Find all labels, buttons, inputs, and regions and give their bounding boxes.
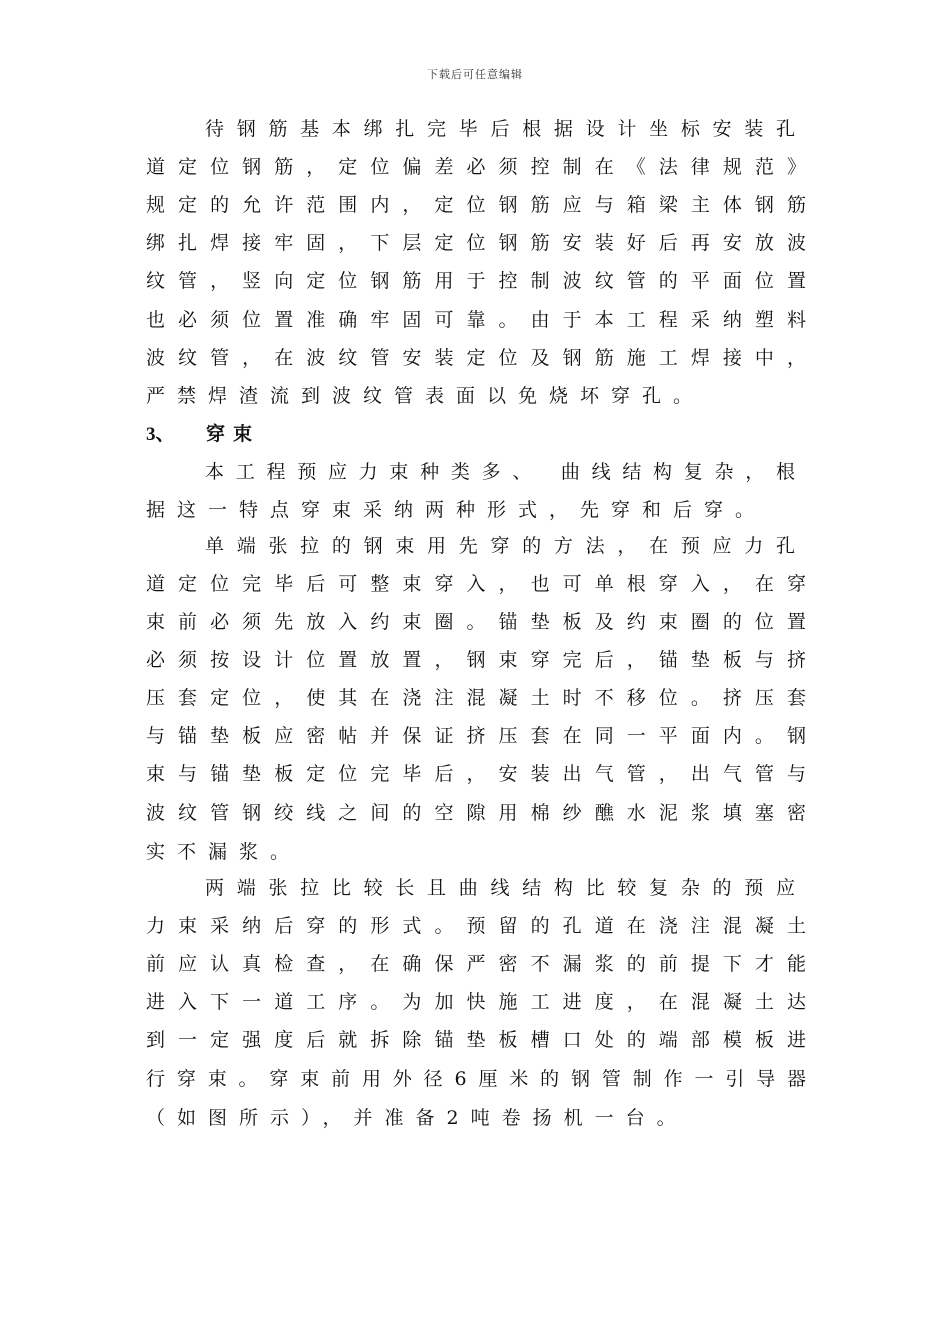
- paragraph-line: 道定位钢筋，定位偏差必须控制在《法律规范》: [146, 156, 806, 178]
- paragraph-line: 力束采纳后穿的形式。预留的孔道在浇注混凝土: [146, 915, 806, 937]
- paragraph-line: 严禁焊渣流到波纹管表面以免烧坏穿孔。: [146, 385, 705, 407]
- paragraph-line: 绑扎焊接牢固，下层定位钢筋安装好后再安放波: [146, 232, 806, 254]
- paragraph-line: 压套定位，使其在浇注混凝土时不移位。挤压套: [146, 687, 806, 709]
- paragraph-line: 行穿束。穿束前用外径6厘米的钢管制作一引导器: [146, 1068, 806, 1090]
- paragraph-line: 本工程预应力束种类多、 曲线结构复杂，根: [205, 461, 795, 483]
- paragraph-line: 规定的允许范围内，定位钢筋应与箱梁主体钢筋: [146, 194, 806, 216]
- paragraph-line: 波纹管，在波纹管安装定位及钢筋施工焊接中，: [146, 347, 806, 369]
- paragraph-line: 也必须位置准确牢固可靠。由于本工程采纳塑料: [146, 309, 806, 331]
- paragraph-line: 进入下一道工序。为加快施工进度，在混凝土达: [146, 991, 806, 1013]
- paragraph-line: 道定位完毕后可整束穿入，也可单根穿入，在穿: [146, 573, 806, 595]
- section-heading: [146, 420, 806, 448]
- paragraph-line: 到一定强度后就拆除锚垫板槽口处的端部模板进: [146, 1029, 806, 1051]
- paragraph-line: 与锚垫板应密帖并保证挤压套在同一平面内。钢: [146, 725, 806, 747]
- paragraph-line: 单端张拉的钢束用先穿的方法，在预应力孔: [205, 535, 795, 557]
- paragraph-line: 必须按设计位置放置，钢束穿完后，锚垫板与挤: [146, 649, 806, 671]
- paragraph-line: 束与锚垫板定位完毕后，安装出气管，出气管与: [146, 763, 806, 785]
- header-note: 下载后可任意编辑: [427, 68, 523, 81]
- paragraph-line: 实不漏浆。: [146, 841, 302, 863]
- section-title: 穿束: [206, 423, 261, 445]
- paragraph-line: 前应认真检查，在确保严密不漏浆的前提下才能: [146, 953, 806, 975]
- paragraph-line: 待钢筋基本绑扎完毕后根据设计坐标安装孔: [205, 118, 795, 140]
- paragraph-line: （如图所示），并准备2吨卷扬机一台。: [146, 1107, 688, 1129]
- paragraph-line: 束前必须先放入约束圈。锚垫板及约束圈的位置: [146, 611, 806, 633]
- paragraph-line: 两端张拉比较长且曲线结构比较复杂的预应: [205, 877, 795, 899]
- paragraph-line: 据这一特点穿束采纳两种形式，先穿和后穿。: [146, 499, 767, 521]
- paragraph-line: 波纹管钢绞线之间的空隙用棉纱醮水泥浆填塞密: [146, 802, 806, 824]
- section-number: 3、: [146, 424, 175, 445]
- paragraph-line: 纹管，竖向定位钢筋用于控制波纹管的平面位置: [146, 270, 806, 292]
